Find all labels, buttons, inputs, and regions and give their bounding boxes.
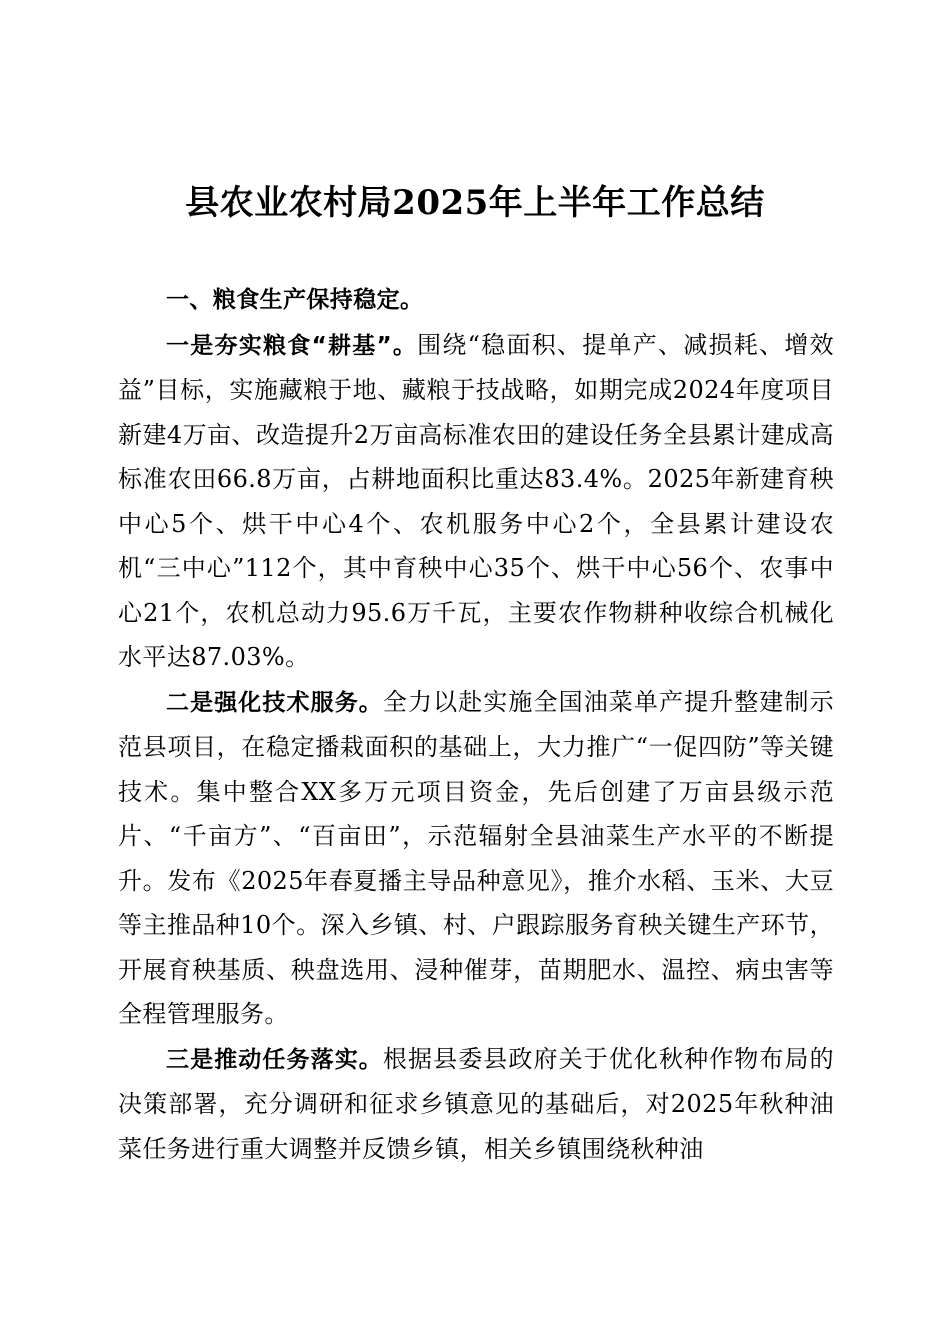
section-heading: 一、粮食生产保持稳定。 xyxy=(166,287,424,313)
paragraph-lead: 二是强化技术服务。 xyxy=(166,689,383,716)
paragraph-lead: 三是推动任务落实。 xyxy=(166,1046,383,1073)
document-title: 县农业农村局2025年上半年工作总结 xyxy=(185,183,765,223)
paragraph-text: 围绕“稳面积、提单产、减损耗、增效益”目标，实施藏粮于地、藏粮于技战略，如期完成2024年度项目新建4万亩、改造提升2万亩高标准农田的建设任务全县累计建成高标准农田66.8万亩，占耕地面积比重达83.4%。2025年新建育秧中心5个、烘干中心4个、农机服务中心2个，全县累计建设农机“三中心”112个，其中育秧中心35个、烘干中心56个、农事中心21个，农机总动力95.6万千瓦，主要农作物耕种收综合机械化水平达87.03%。 xyxy=(118,330,834,671)
paragraph-text: 根据县委县政府关于优化秋种作物布局的决策部署，充分调研和征求乡镇意见的基础后，对2025年秋种油菜任务进行重大调整并反馈乡镇，相关乡镇围绕秋种油 xyxy=(118,1044,834,1163)
paragraph-lead: 一是夯实粮食“耕基”。 xyxy=(166,332,418,359)
paragraph-text: 全力以赴实施全国油菜单产提升整建制示范县项目，在稳定播栽面积的基础上，大力推广“一促四防”等关键技术。集中整合XX多万元项目资金，先后创建了万亩县级示范片、“千亩方”、“百亩田”，示范辐射全县油菜生产水平的不断提升。发布《2025年春夏播主导品种意见》，推介水稻、玉米、大豆等主推品种10个。深入乡镇、村、户跟踪服务育秧关键生产环节，开展育秧基质、秧盘选用、浸种催芽，苗期肥水、温控、病虫害等全程管理服务。 xyxy=(118,687,834,1028)
paragraph-3 xyxy=(118,1037,834,1172)
paragraph-2 xyxy=(118,680,834,1037)
document-body xyxy=(118,278,834,1171)
paragraph-1 xyxy=(118,323,834,680)
